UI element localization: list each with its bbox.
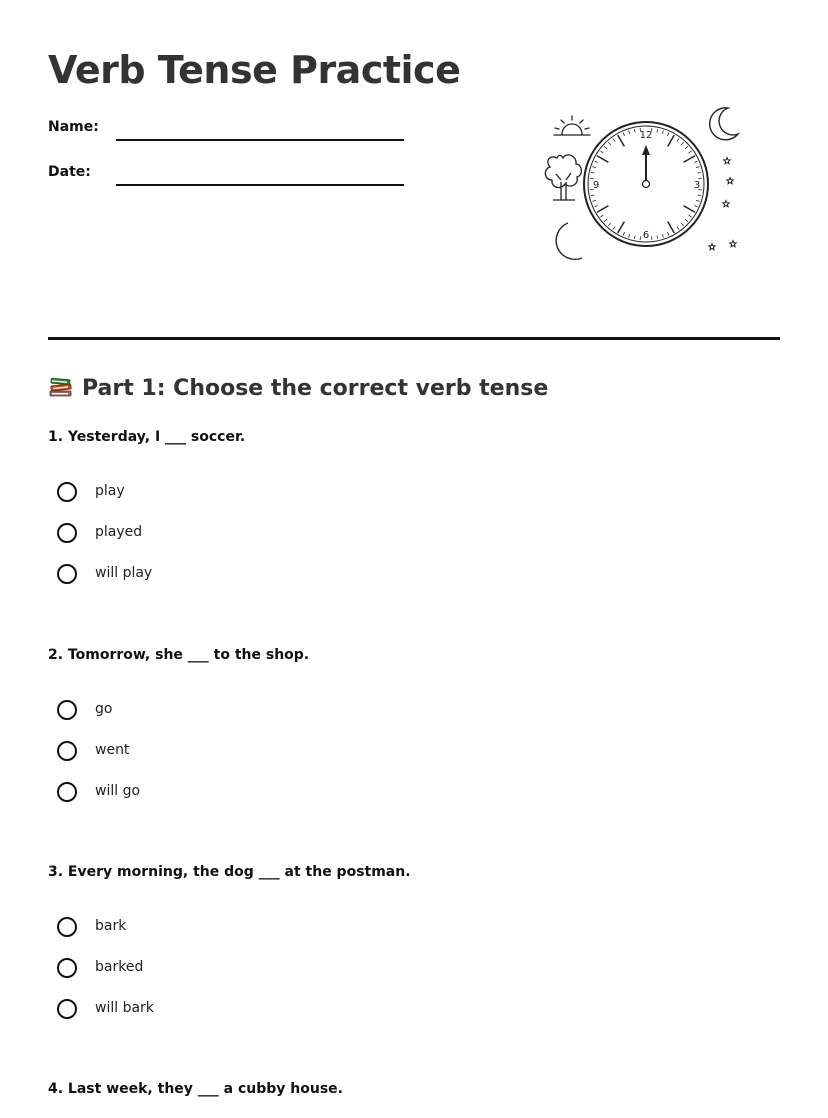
radio-button[interactable] — [57, 564, 77, 584]
option-label: barked — [95, 959, 144, 975]
date-write-line[interactable] — [116, 184, 404, 186]
question-text: 2. Tomorrow, she ___ to the shop. — [48, 647, 310, 663]
star-icon — [730, 241, 736, 247]
radio-button[interactable] — [57, 700, 77, 720]
question-1 — [48, 429, 788, 581]
option-label: played — [95, 524, 143, 540]
clock-center — [643, 181, 650, 188]
sunrise-icon — [554, 116, 590, 135]
question-4 — [48, 1081, 788, 1097]
clock-number-9: 9 — [592, 180, 600, 191]
star-icon — [709, 244, 715, 250]
radio-button[interactable] — [57, 958, 77, 978]
star-icon — [723, 201, 729, 207]
question-2 — [48, 647, 788, 799]
question-text: 1. Yesterday, I ___ soccer. — [48, 429, 246, 445]
clock-icon — [584, 122, 708, 246]
date-label: Date: — [48, 164, 91, 180]
option-label: went — [95, 742, 130, 758]
question-3 — [48, 864, 788, 1016]
moon-icon — [556, 223, 582, 259]
clock-number-12: 12 — [639, 130, 653, 141]
books-icon — [48, 373, 74, 399]
clock-illustration — [535, 100, 750, 270]
clock-number-6: 6 — [642, 230, 650, 241]
star-icon — [724, 158, 730, 164]
radio-button[interactable] — [57, 523, 77, 543]
section-divider — [48, 337, 780, 340]
name-label: Name: — [48, 119, 99, 135]
question-text: 3. Every morning, the dog ___ at the postman. — [48, 864, 411, 880]
option-label: bark — [95, 918, 127, 934]
option-label: will go — [95, 783, 141, 799]
option-label: go — [95, 701, 113, 717]
page-title: Verb Tense Practice — [48, 48, 461, 92]
radio-button[interactable] — [57, 917, 77, 937]
option-label: will bark — [95, 1000, 154, 1016]
part1-heading-text: Part 1: Choose the correct verb tense — [82, 376, 549, 401]
date-field — [48, 164, 408, 188]
option-label: will play — [95, 565, 153, 581]
question-text: 4. Last week, they ___ a cubby house. — [48, 1081, 343, 1097]
part1-heading — [48, 373, 548, 401]
radio-button[interactable] — [57, 482, 77, 502]
radio-button[interactable] — [57, 741, 77, 761]
star-icon — [727, 178, 733, 184]
name-field — [48, 119, 408, 143]
radio-button[interactable] — [57, 782, 77, 802]
moon-icon — [710, 108, 738, 140]
radio-button[interactable] — [57, 999, 77, 1019]
option-label: play — [95, 483, 125, 499]
clock-number-3: 3 — [693, 180, 701, 191]
tree-icon — [545, 155, 581, 200]
name-write-line[interactable] — [116, 139, 404, 141]
